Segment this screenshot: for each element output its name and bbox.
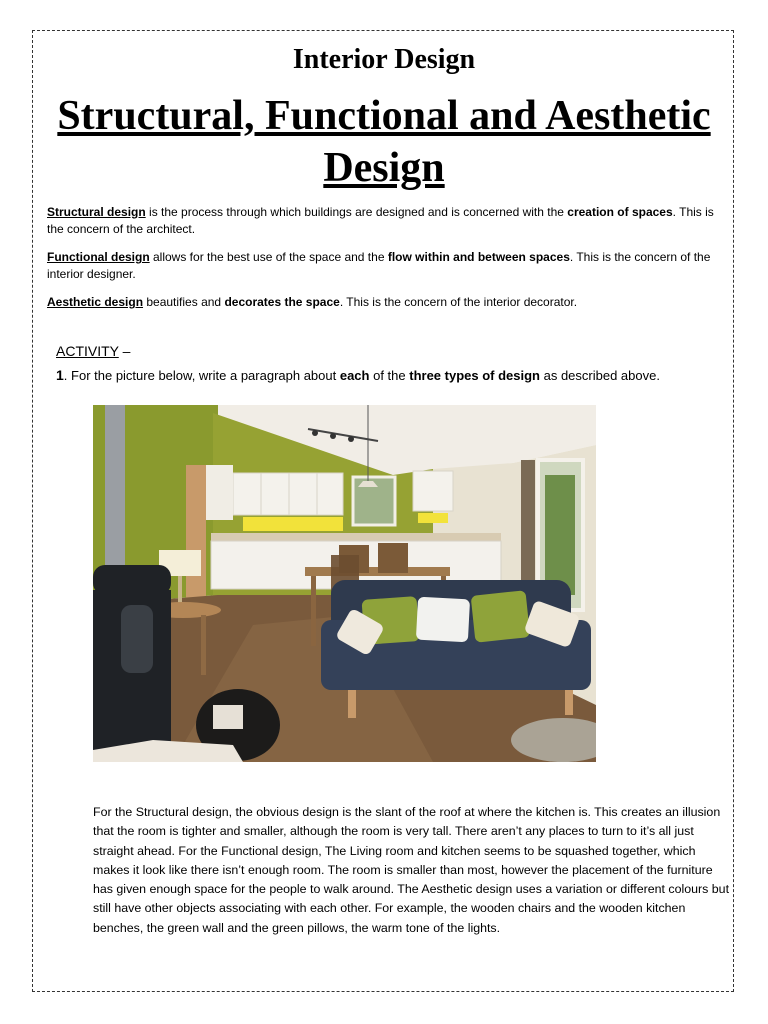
definition-aesthetic: Aesthetic design beautifies and decorates the space. This is the concern of the interior decorator. <box>47 295 578 309</box>
answer-paragraph: For the Structural design, the obvious design is the slant of the roof at where the kitchen is. This creates an illusion that the room is tighter and smaller, although the room is very tall. There aren’t any places to turn to it’s all just straight ahead. For the Functional design, The Living room and kitchen seems to be squashed together, which makes it look like there isn’t enough room. The room is smaller than most, however the placement of the furniture has given enough space for the people to walk around. The Aesthetic design uses a variation or different colours but still have other objects associating with each other. For example, the wooden chairs and the wooden kitchen benches, the green wall and the green pillows, the warm tone of the lights. <box>93 805 730 935</box>
definition-term: Structural design <box>47 205 146 219</box>
definition-structural: Structural design is the process through which buildings are designed and is concerned with the creation of spaces. This is the concern of the architect. <box>47 205 714 236</box>
definition-functional: Functional design allows for the best use of the space and the flow within and between spaces. This is the concern of the interior designer. <box>47 250 711 281</box>
activity-question: 1. For the picture below, write a paragraph about each of the three types of design as described above. <box>56 367 660 383</box>
definition-term: Functional design <box>47 250 150 264</box>
subject-heading: Interior Design <box>292 44 476 75</box>
definition-term: Aesthetic design <box>47 295 144 309</box>
page-title: Structural, Functional and Aesthetic Design <box>57 93 711 191</box>
activity-heading: ACTIVITY – <box>56 343 131 359</box>
room-photo <box>93 405 596 762</box>
room-illustration <box>93 405 596 762</box>
